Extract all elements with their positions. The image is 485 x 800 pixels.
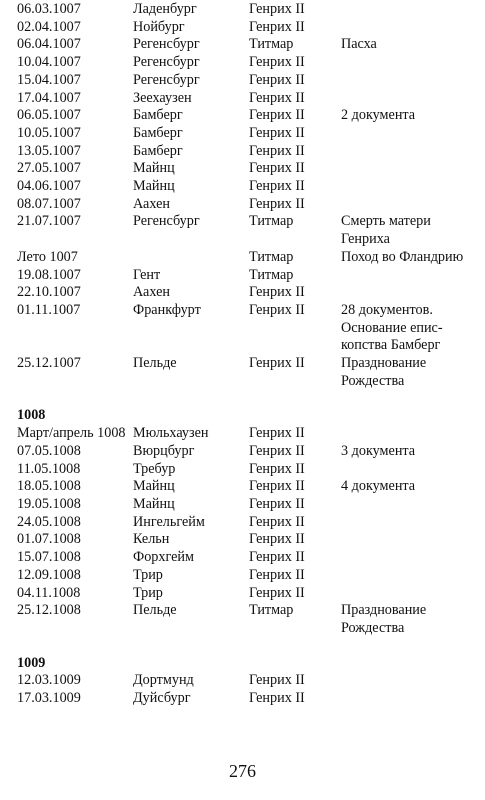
table-row bbox=[17, 36, 477, 54]
entry-note bbox=[341, 125, 477, 143]
entry-date: 15.04.1007 bbox=[17, 71, 81, 88]
table-row bbox=[17, 19, 477, 37]
entry-source: Титмар bbox=[249, 213, 294, 230]
entry-note bbox=[341, 196, 477, 214]
table-row bbox=[17, 125, 477, 143]
entry-place: Ладенбург bbox=[133, 1, 197, 17]
section-spacer bbox=[17, 390, 477, 407]
entry-place: Зеехаузен bbox=[133, 89, 192, 106]
entry-date: 02.04.1007 bbox=[17, 18, 81, 35]
itinerary-table bbox=[17, 1, 477, 708]
table-row bbox=[17, 302, 477, 355]
entry-place: Майнц bbox=[133, 178, 175, 195]
entry-place: Бамберг bbox=[133, 107, 183, 124]
entry-date: 19.08.1007 bbox=[17, 266, 81, 283]
entry-place: Майнц bbox=[133, 478, 175, 495]
table-row bbox=[17, 54, 477, 72]
table-row bbox=[17, 443, 477, 461]
entry-date: 24.05.1008 bbox=[17, 513, 81, 530]
entry-place: Гент bbox=[133, 266, 161, 283]
entry-date: 25.12.1008 bbox=[17, 602, 81, 619]
entry-source: Генрих II bbox=[249, 549, 305, 566]
entry-date: 06.04.1007 bbox=[17, 36, 81, 53]
entry-place: Мюльхаузен bbox=[133, 425, 209, 442]
entry-note bbox=[341, 672, 477, 690]
entry-note: 4 документа bbox=[341, 478, 416, 495]
entry-note bbox=[341, 531, 477, 549]
entry-note bbox=[341, 284, 477, 302]
itinerary-body bbox=[17, 1, 477, 708]
entry-date: Лето 1007 bbox=[17, 248, 78, 265]
entry-date: 21.07.1007 bbox=[17, 213, 81, 230]
table-row bbox=[17, 602, 477, 637]
entry-date: 10.04.1007 bbox=[17, 54, 81, 71]
entry-source: Титмар bbox=[249, 266, 294, 283]
entry-note: 28 документов. Основание епис-копства Бамберг bbox=[341, 301, 443, 354]
entry-note bbox=[341, 178, 477, 196]
entry-place: Ингельгейм bbox=[133, 513, 205, 530]
entry-place: Регенсбург bbox=[133, 36, 200, 53]
entry-note bbox=[341, 690, 477, 708]
entry-source: Генрих II bbox=[249, 460, 305, 477]
entry-place: Аахен bbox=[133, 284, 170, 301]
entry-source: Титмар bbox=[249, 36, 294, 53]
table-row bbox=[17, 90, 477, 108]
entry-place: Вюрцбург bbox=[133, 442, 195, 459]
table-row bbox=[17, 107, 477, 125]
table-row bbox=[17, 549, 477, 567]
year-heading: 1008 bbox=[17, 407, 46, 424]
entry-source: Генрих II bbox=[249, 584, 305, 601]
entry-source: Генрих II bbox=[249, 142, 305, 159]
entry-date: 17.03.1009 bbox=[17, 690, 81, 707]
table-row bbox=[17, 531, 477, 549]
entry-date: 25.12.1007 bbox=[17, 355, 81, 372]
table-row bbox=[17, 267, 477, 285]
table-row bbox=[17, 567, 477, 585]
entry-source: Титмар bbox=[249, 248, 294, 265]
entry-note bbox=[341, 267, 477, 285]
entry-note: Поход во Фландрию bbox=[341, 248, 464, 265]
table-row bbox=[17, 496, 477, 514]
entry-source: Генрих II bbox=[249, 425, 305, 442]
entry-note bbox=[341, 514, 477, 532]
entry-source: Генрих II bbox=[249, 531, 305, 548]
entry-date: 22.10.1007 bbox=[17, 284, 81, 301]
entry-source: Титмар bbox=[249, 602, 294, 619]
entry-date: 07.05.1008 bbox=[17, 442, 81, 459]
entry-date: 06.05.1007 bbox=[17, 107, 81, 124]
entry-date: 17.04.1007 bbox=[17, 89, 81, 106]
year-heading-row bbox=[17, 407, 477, 425]
entry-date: 12.03.1009 bbox=[17, 672, 81, 689]
entry-place: Майнц bbox=[133, 160, 175, 177]
entry-place bbox=[133, 249, 249, 267]
table-row bbox=[17, 672, 477, 690]
entry-source: Генрих II bbox=[249, 355, 305, 372]
table-row bbox=[17, 461, 477, 479]
entry-place: Регенсбург bbox=[133, 213, 200, 230]
entry-place: Форхгейм bbox=[133, 549, 194, 566]
entry-note: 2 документа bbox=[341, 107, 416, 124]
entry-place: Трир bbox=[133, 584, 163, 601]
table-row bbox=[17, 690, 477, 708]
table-row bbox=[17, 72, 477, 90]
entry-place: Кельн bbox=[133, 531, 170, 548]
entry-note bbox=[341, 54, 477, 72]
entry-source: Генрих II bbox=[249, 71, 305, 88]
entry-note bbox=[341, 143, 477, 161]
entry-date: 04.06.1007 bbox=[17, 178, 81, 195]
entry-source: Генрих II bbox=[249, 89, 305, 106]
entry-note: 3 документа bbox=[341, 442, 416, 459]
entry-note bbox=[341, 585, 477, 603]
entry-date: 12.09.1008 bbox=[17, 566, 81, 583]
entry-source: Генрих II bbox=[249, 124, 305, 141]
entry-note bbox=[341, 425, 477, 443]
table-row bbox=[17, 1, 477, 19]
entry-note bbox=[341, 72, 477, 90]
entry-source: Генрих II bbox=[249, 160, 305, 177]
entry-place: Трир bbox=[133, 566, 163, 583]
entry-date: 13.05.1007 bbox=[17, 142, 81, 159]
entry-date: 10.05.1007 bbox=[17, 124, 81, 141]
table-row bbox=[17, 249, 477, 267]
entry-place: Бамберг bbox=[133, 142, 183, 159]
entry-source: Генрих II bbox=[249, 672, 305, 689]
entry-place: Бамберг bbox=[133, 124, 183, 141]
table-row bbox=[17, 143, 477, 161]
entry-note: Празднование Рождества bbox=[341, 602, 427, 636]
entry-place: Аахен bbox=[133, 195, 170, 212]
entry-note bbox=[341, 19, 477, 37]
entry-date: 06.03.1007 bbox=[17, 1, 81, 17]
entry-date: Март/апрель 1008 bbox=[17, 425, 126, 442]
entry-date: 01.07.1008 bbox=[17, 531, 81, 548]
entry-date: 27.05.1007 bbox=[17, 160, 81, 177]
entry-source: Генрих II bbox=[249, 495, 305, 512]
table-row bbox=[17, 355, 477, 390]
entry-date: 18.05.1008 bbox=[17, 478, 81, 495]
table-row bbox=[17, 178, 477, 196]
entry-source: Генрих II bbox=[249, 690, 305, 707]
entry-note bbox=[341, 90, 477, 108]
table-row bbox=[17, 425, 477, 443]
year-heading: 1009 bbox=[17, 654, 46, 671]
entry-date: 01.11.1007 bbox=[17, 301, 81, 318]
entry-source: Генрих II bbox=[249, 478, 305, 495]
entry-note: Смерть матери Генриха bbox=[341, 213, 431, 248]
entry-source: Генрих II bbox=[249, 284, 305, 301]
section-spacer bbox=[17, 638, 477, 655]
entry-place: Дуйсбург bbox=[133, 690, 191, 707]
entry-note bbox=[341, 496, 477, 514]
entry-source: Генрих II bbox=[249, 566, 305, 583]
table-row bbox=[17, 585, 477, 603]
entry-date: 08.07.1007 bbox=[17, 195, 81, 212]
entry-source: Генрих II bbox=[249, 54, 305, 71]
entry-source: Генрих II bbox=[249, 195, 305, 212]
entry-place: Майнц bbox=[133, 495, 175, 512]
entry-note bbox=[341, 567, 477, 585]
entry-date: 11.05.1008 bbox=[17, 460, 81, 477]
table-row bbox=[17, 213, 477, 248]
table-row bbox=[17, 478, 477, 496]
entry-source: Генрих II bbox=[249, 442, 305, 459]
year-heading-row bbox=[17, 655, 477, 673]
entry-place: Пельде bbox=[133, 355, 177, 372]
entry-source: Генрих II bbox=[249, 301, 305, 318]
entry-source: Генрих II bbox=[249, 1, 305, 17]
entry-note bbox=[341, 160, 477, 178]
entry-place: Регенсбург bbox=[133, 54, 200, 71]
entry-place: Регенсбург bbox=[133, 71, 200, 88]
table-row bbox=[17, 196, 477, 214]
entry-source: Генрих II bbox=[249, 107, 305, 124]
entry-date: 15.07.1008 bbox=[17, 549, 81, 566]
entry-place: Требур bbox=[133, 460, 176, 477]
entry-source: Генрих II bbox=[249, 513, 305, 530]
entry-note: Пасха bbox=[341, 36, 377, 53]
entry-date: 19.05.1008 bbox=[17, 495, 81, 512]
page-number: 276 bbox=[229, 761, 256, 781]
entry-note bbox=[341, 549, 477, 567]
entry-place: Франкфурт bbox=[133, 301, 201, 318]
entry-source: Генрих II bbox=[249, 18, 305, 35]
entry-source: Генрих II bbox=[249, 178, 305, 195]
entry-date: 04.11.1008 bbox=[17, 584, 81, 601]
entry-note bbox=[341, 461, 477, 479]
table-row bbox=[17, 284, 477, 302]
entry-note bbox=[341, 1, 477, 19]
entry-place: Дортмунд bbox=[133, 672, 194, 689]
table-row bbox=[17, 514, 477, 532]
entry-place: Нойбург bbox=[133, 18, 185, 35]
entry-note: Празднование Рождества bbox=[341, 355, 427, 389]
entry-place: Пельде bbox=[133, 602, 177, 619]
table-row bbox=[17, 160, 477, 178]
